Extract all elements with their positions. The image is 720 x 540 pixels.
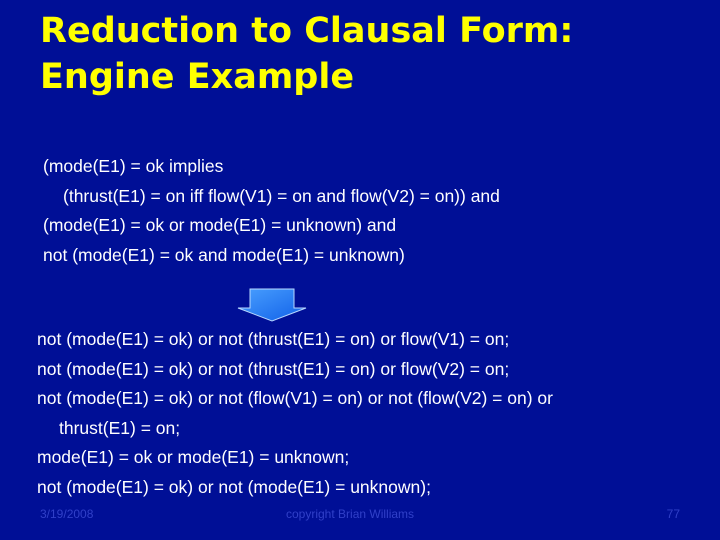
premise-line: (mode(E1) = ok or mode(E1) = unknown) and [43,215,397,235]
clause-line: not (mode(E1) = ok) or not (thrust(E1) = on) or flow(V1) = on; [37,329,510,349]
footer-copyright: copyright Brian Williams [286,507,415,521]
premise-line: (mode(E1) = ok implies [43,156,224,176]
down-arrow-icon [236,288,308,322]
slide-title [40,8,700,100]
clause-line: not (mode(E1) = ok) or not (mode(E1) = unknown); [37,476,431,497]
premise-line: not (mode(E1) = ok and mode(E1) = unknown) [43,244,405,265]
slide-title-line-1: Reduction to Clausal Form: [40,11,574,51]
premise-formula [43,152,683,270]
footer-page-number: 77 [666,507,680,521]
clause-line: mode(E1) = ok or mode(E1) = unknown; [37,447,350,467]
clause-line: not (mode(E1) = ok) or not (thrust(E1) = on) or flow(V2) = on; [37,358,510,379]
slide-title-line-2: Engine Example [40,57,355,97]
premise-line: (thrust(E1) = on iff flow(V1) = on and flow(V2) = on)) and [63,185,500,206]
clausal-form [37,325,697,502]
clause-line: thrust(E1) = on; [59,417,181,438]
clause-line: not (mode(E1) = ok) or not (flow(V1) = on) or not (flow(V2) = on) or [37,388,553,408]
footer-date: 3/19/2008 [40,507,94,521]
